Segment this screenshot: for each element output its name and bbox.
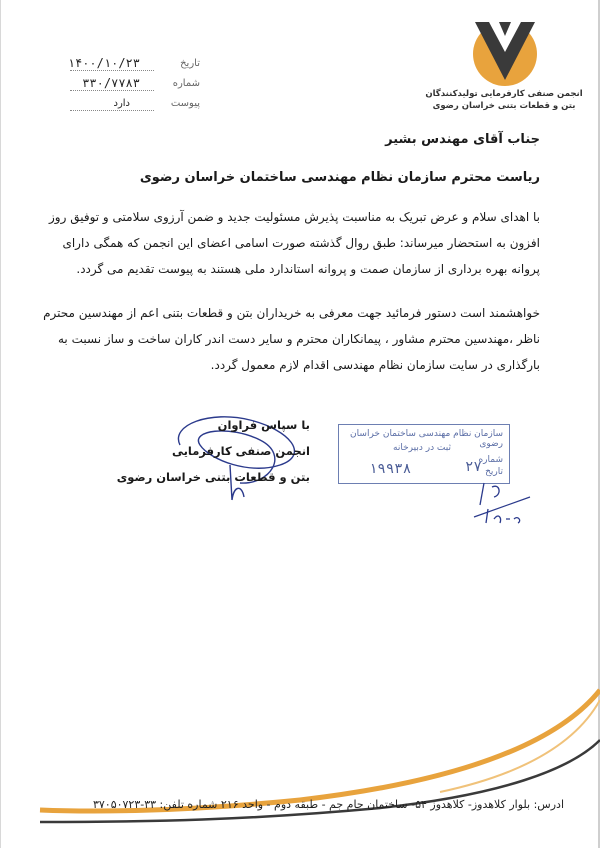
closing-line: انجمن صنفی کارفرمایی (171, 444, 310, 458)
number-label: شماره (172, 78, 200, 89)
date-row (60, 56, 200, 76)
attachment-row (60, 96, 200, 116)
stamp-organization: سازمان نظام مهندسی ساختمان خراسان رضوی (350, 429, 503, 449)
number-value: ۳۳۰/۷۷۸۳ (82, 76, 140, 90)
paragraph-2-line: بارگذاری در سایت سازمان نظام مهندسی اقدام لازم معمول گردد. (210, 358, 540, 372)
paragraph-1-line: با اهدای سلام و عرض تبریک به مناسبت پذیرش مسئولیت جدید و ضمن آرزوی سلامتی و توفیق روز (49, 210, 540, 224)
organization-logo (425, 16, 590, 116)
footer-address: ادرس: بلوار کلاهدوز- کلاهدوز ۵۴- ساختمان جام جم - طبقه دوم - واحد ۲۱۶ شماره تلفن: ۳۳-۳۷۰۵۰۷۲۳ (92, 798, 564, 811)
attachment-dotted-line (70, 110, 154, 111)
stamp-day-value: ۲۷ (465, 459, 482, 475)
paragraph-1-line: افزون به استحضار میرساند: طبق روال گذشته صورت اسامی اعضای این انجمن که همگی دارای (62, 236, 540, 250)
paragraph-1-line: پروانه بهره برداری از سازمان صمت و پروانه استاندارد ملی هستند به پیوست تقدیم می گردد. (76, 262, 540, 276)
closing-block (116, 412, 310, 490)
handwritten-date (470, 475, 540, 530)
stamp-registry: ثبت در دبیرخانه (393, 443, 451, 453)
logo-mark-icon (455, 16, 555, 88)
stamp-number-label: شماره (478, 455, 503, 465)
organization-name-line1: انجمن صنفی کارفرمایی تولیدکنندگان (425, 89, 583, 99)
closing-line: بتن و قطعات بتنی خراسان رضوی (116, 470, 310, 484)
closing-line: با سپاس فراوان (217, 418, 310, 432)
date-value: ۱۴۰۰/۱۰/۲۳ (67, 56, 140, 70)
subject-line: ریاست محترم سازمان نظام مهندسی ساختمان خراسان رضوی (139, 170, 540, 185)
number-row (60, 76, 200, 96)
paragraph-2 (43, 300, 540, 378)
paragraph-2-line: خواهشمند است دستور فرمائید جهت معرفی به خریداران بتن و قطعات بتنی اعم از مهندسین محترم (43, 306, 540, 320)
attachment-value: دارد (113, 98, 130, 109)
number-dotted-line (70, 90, 154, 91)
paragraph-1 (49, 204, 540, 282)
date-dotted-line (70, 70, 154, 71)
organization-name (425, 88, 583, 112)
letter-meta (60, 56, 200, 116)
recipient-line: جناب آقای مهندس بشیر (385, 132, 540, 147)
paragraph-2-line: ناظر ،مهندسین محترم مشاور ، پیمانکاران محترم و سایر دست اندر کاران ساخت و ساز نسبت به (58, 332, 540, 346)
date-label: تاریخ (180, 58, 200, 69)
organization-name-line2: بتن و قطعات بتنی خراسان رضوی (432, 101, 576, 111)
stamp-number-value: ۱۹۹۳۸ (369, 461, 412, 477)
attachment-label: پیوست (170, 98, 200, 109)
stamp-date-label: تاریخ (485, 467, 503, 477)
